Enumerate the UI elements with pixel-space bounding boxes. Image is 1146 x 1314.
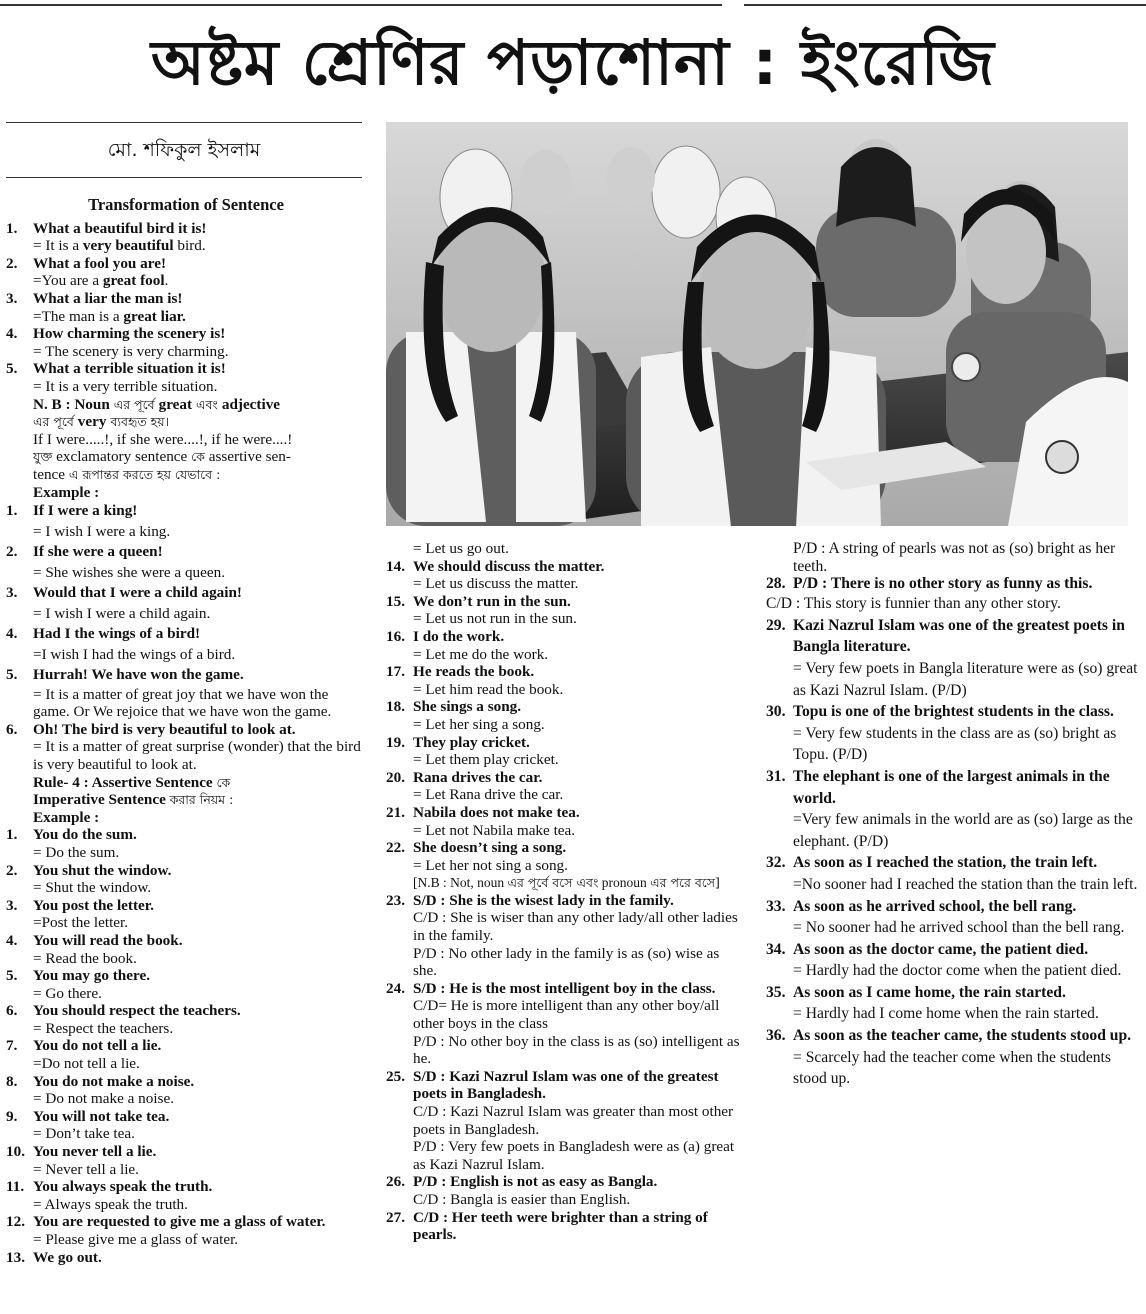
list-item: 19. They play cricket. (386, 733, 530, 751)
list-item: 6. You should respect the teachers. (6, 1002, 241, 1020)
answer: C/D : Kazi Nazrul Islam was greater than most other poets in Bangladesh. (413, 1103, 734, 1138)
answer: = Please give me a glass of water. (33, 1231, 239, 1248)
nb-note: N. B : Noun এর পূর্বে great এবং adjective এর পূর্বে very ব্যবহৃত হয়। If I were.....!, if she were....!, if he were....! যুক্ত exclamatory sentence কে assertive sen- tence এ রূপান্তর করতে হয় যেভাবে : Example : (33, 395, 293, 501)
list-item: 34. As soon as the doctor came, the patient died. (766, 940, 1089, 958)
list-item: 20. Rana drives the car. (386, 768, 543, 786)
list-item: 5. You may go there. (6, 967, 150, 985)
answer: C/D : Bangla is easier than English. (413, 1190, 631, 1208)
answer: = It is a matter of great joy that we have won the game. Or We rejoice that we have won the game. (33, 685, 332, 721)
answer: = Read the book. (33, 949, 137, 967)
answer: = Let not Nabila make tea. (413, 821, 576, 839)
list-item: 24. S/D : He is the most intelligent boy in the class. (386, 979, 716, 997)
list-item: 18. She sings a song. (386, 698, 522, 716)
list-item: 17. He reads the book. (386, 663, 535, 681)
answer: =You are a great fool. (33, 272, 169, 290)
answer: = Do not make a noise. (33, 1090, 175, 1108)
list-item: 32. As soon as I reached the station, the train left. (766, 854, 1098, 872)
column-2 (386, 540, 746, 1244)
answer: =Do not tell a lie. (33, 1055, 140, 1073)
answer: = No sooner had he arrived school than the bell rang. (793, 919, 1125, 937)
list-item: 21. Nabila does not make tea. (386, 803, 580, 821)
author-byline: মো. শফিকুল ইসলাম (107, 139, 261, 161)
answer: P/D : Very few poets in Bangladesh were as (a) great as Kazi Nazrul Islam. (413, 1138, 735, 1173)
byline-box (6, 122, 362, 178)
list-item: 12. You are requested to give me a glass of water. (6, 1213, 326, 1231)
answer: = Hardly had the doctor come when the patient died. (793, 962, 1122, 980)
answer: P/D : A string of pearls was not as (so) bright as her teeth. (793, 540, 1116, 575)
answer: =The man is a great liar. (33, 307, 186, 325)
list-item: 3. Would that I were a child again! (6, 584, 242, 602)
answer: = Go there. (33, 984, 102, 1002)
list-item: 10. You never tell a lie. (6, 1143, 157, 1161)
answer: C/D : This story is funnier than any other story. (766, 595, 1061, 613)
answer: = Never tell a lie. (33, 1160, 139, 1178)
list-item: 14. We should discuss the matter. (386, 557, 605, 575)
list-item: 28. P/D : There is no other story as funny as this. (766, 575, 1093, 593)
list-item: 30. Topu is one of the brightest students in the class. (766, 703, 1114, 721)
answer: = Let him read the book. (413, 680, 564, 698)
classroom-photo (386, 122, 1128, 526)
list-item: 1. You do the sum. (6, 826, 137, 844)
list-item: 36. As soon as the teacher came, the students stood up. (766, 1027, 1132, 1045)
list-item: 4. How charming the scenery is! (6, 325, 226, 343)
top-rule (0, 0, 1146, 8)
answer: = It is a very terrible situation. (33, 377, 218, 395)
list-item: 3. What a liar the man is! (6, 289, 183, 307)
answer: P/D : No other boy in the class is as (so) intelligent as he. (413, 1032, 740, 1068)
answer: = Always speak the truth. (33, 1195, 188, 1213)
list-item: 27. C/D : Her teeth were brighter than a string of pearls. (386, 1208, 708, 1244)
answer: = The scenery is very charming. (33, 342, 229, 360)
answer: = Very few poets in Bangla literature were as (so) great as Kazi Nazrul Islam. (P/D) (793, 659, 1138, 699)
answer: = Let us discuss the matter. (413, 575, 579, 593)
answer: = Let Rana drive the car. (413, 786, 564, 804)
rule-heading: Rule- 4 : Assertive Sentence কে Imperative Sentence করার নিয়ম : Example : (33, 773, 234, 826)
list-item: 4. You will read the book. (6, 931, 183, 949)
answer: = She wishes she were a queen. (33, 563, 226, 581)
answer: = Let us go out. (413, 540, 509, 557)
list-item: 6. Oh! The bird is very beautiful to look at. (6, 720, 296, 738)
list-item: 3. You post the letter. (6, 896, 154, 914)
answer: = It is a very beautiful bird. (33, 237, 206, 255)
page-title: অষ্টম শ্রেণির পড়াশোনা : ইংরেজি (150, 26, 996, 99)
answer: = Respect the teachers. (33, 1019, 174, 1037)
answer: =I wish I had the wings of a bird. (33, 645, 236, 663)
list-item: 2. If she were a queen! (6, 543, 163, 561)
answer: = Scarcely had the teacher come when the students stood up. (793, 1048, 1111, 1088)
answer: C/D= He is more intelligent than any other boy/all other boys in the class (413, 997, 720, 1033)
list-item: 1. If I were a king! (6, 502, 138, 520)
list-item: 7. You do not tell a lie. (6, 1037, 162, 1055)
answer: = Don’t take tea. (33, 1125, 135, 1143)
list-item: 22. She doesn’t sing a song. (386, 839, 567, 857)
list-item: 2. You shut the window. (6, 861, 172, 879)
list-item: 15. We don’t run in the sun. (386, 592, 571, 610)
answer: =No sooner had I reached the station than the train left. (793, 875, 1138, 893)
column-3 (766, 540, 1138, 1090)
list-item: 29. Kazi Nazrul Islam was one of the greatest poets in Bangla literature. (766, 616, 1125, 656)
answer: = I wish I were a king. (33, 522, 171, 540)
answer: = Do the sum. (33, 843, 120, 861)
column-1 (6, 196, 366, 1266)
answer: = Let us not run in the sun. (413, 610, 577, 628)
list-item: 8. You do not make a noise. (6, 1072, 195, 1090)
answer: = It is a matter of great surprise (wonder) that the bird is very beautiful to look at. (33, 738, 361, 773)
answer: = I wish I were a child again. (33, 604, 211, 622)
answer: = Let her sing a song. (413, 715, 545, 733)
list-item: 31. The elephant is one of the largest animals in the world. (766, 767, 1110, 807)
list-item: 25. S/D : Kazi Nazrul Islam was one of the greatest poets in Bangladesh. (386, 1067, 719, 1103)
answer: =Very few animals in the world are as (so) large as the elephant. (P/D) (793, 811, 1133, 850)
section-title: Transformation of Sentence (88, 195, 284, 214)
list-item: 4. Had I the wings of a bird! (6, 625, 201, 643)
list-item: 16. I do the work. (386, 627, 505, 645)
list-item: 13. We go out. (6, 1248, 102, 1266)
list-item: 5. Hurrah! We have won the game. (6, 666, 244, 684)
list-item: 33. As soon as he arrived school, the bell rang. (766, 897, 1077, 915)
list-item: 9. You will not take tea. (6, 1107, 170, 1125)
list-item: 2. What a fool you are! (6, 254, 167, 272)
list-item: 26. P/D : English is not as easy as Bangla. (386, 1173, 658, 1191)
answer: = Shut the window. (33, 879, 152, 897)
students-illustration (386, 122, 1128, 526)
answer: = Let her not sing a song. (413, 856, 568, 874)
answer: C/D : She is wiser than any other lady/all other ladies in the family. (413, 909, 738, 945)
nb-note-2: [N.B : Not, noun এর পূর্বে বসে এবং pronoun এর পরে বসে] (413, 875, 720, 891)
answer: =Post the letter. (33, 914, 129, 932)
list-item: 23. S/D : She is the wisest lady in the family. (386, 891, 674, 909)
list-item: 11. You always speak the truth. (6, 1178, 213, 1196)
list-item: 35. As soon as I came home, the rain started. (766, 983, 1066, 1001)
answer: = Let me do the work. (413, 645, 549, 663)
answer: = Let them play cricket. (413, 751, 559, 769)
answer: = Hardly had I come home when the rain started. (793, 1005, 1099, 1023)
answer: P/D : No other lady in the family is as (so) wise as she. (413, 944, 720, 980)
list-item: 5. What a terrible situation it is! (6, 360, 226, 378)
list-item: 1. What a beautiful bird it is! (6, 219, 207, 237)
answer: = Very few students in the class are as (so) bright as Topu. (P/D) (793, 724, 1117, 764)
